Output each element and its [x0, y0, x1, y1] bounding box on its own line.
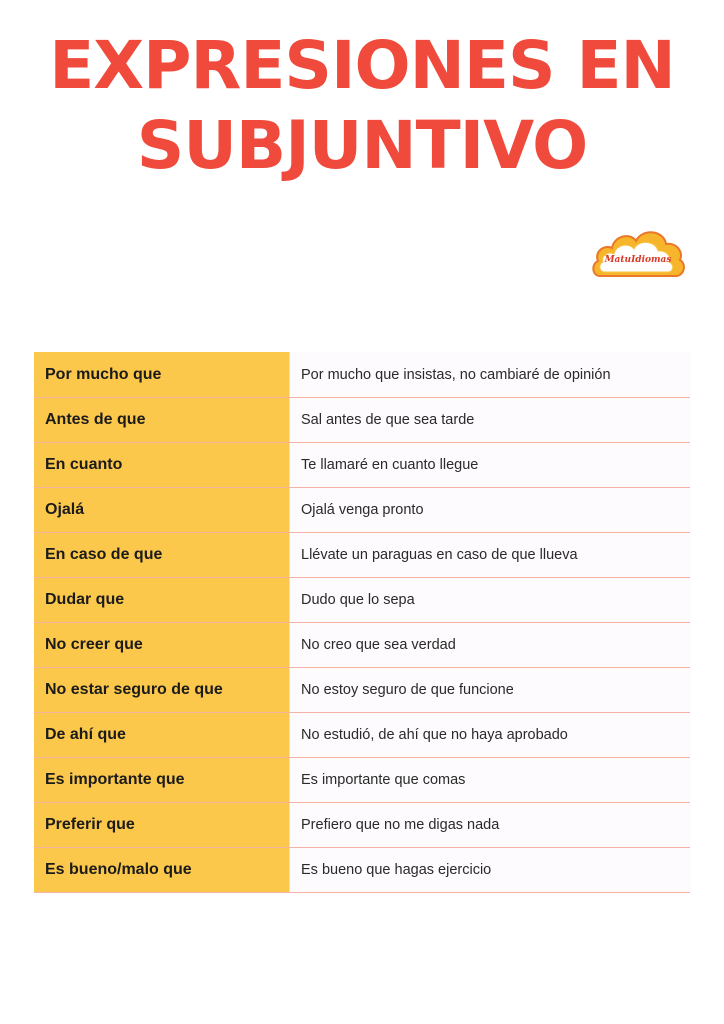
- example-cell: Por mucho que insistas, no cambiaré de opinión: [289, 352, 690, 397]
- title-line-1: EXPRESIONES EN: [49, 27, 675, 104]
- expression-cell: Antes de que: [34, 398, 289, 442]
- example-cell: No estoy seguro de que funcione: [289, 668, 690, 712]
- table-row: [34, 398, 690, 443]
- example-cell: Dudo que lo sepa: [289, 578, 690, 622]
- table-row: [34, 623, 690, 668]
- example-cell: No creo que sea verdad: [289, 623, 690, 667]
- example-cell: Sal antes de que sea tarde: [289, 398, 690, 442]
- expression-cell: Preferir que: [34, 803, 289, 847]
- expression-cell: En cuanto: [34, 443, 289, 487]
- expression-cell: Es importante que: [34, 758, 289, 802]
- table-row: [34, 352, 690, 398]
- table-row: [34, 713, 690, 758]
- table-row: [34, 533, 690, 578]
- cloud-logo-icon: [590, 226, 686, 282]
- example-cell: Llévate un paraguas en caso de que llueva: [289, 533, 690, 577]
- table-row: [34, 758, 690, 803]
- page-title: [0, 26, 724, 186]
- expression-cell: No estar seguro de que: [34, 668, 289, 712]
- table-row: [34, 488, 690, 533]
- brand-logo: [590, 226, 686, 282]
- table-row: [34, 848, 690, 893]
- example-cell: Te llamaré en cuanto llegue: [289, 443, 690, 487]
- expression-cell: Por mucho que: [34, 352, 289, 397]
- example-cell: Ojalá venga pronto: [289, 488, 690, 532]
- title-line-2: SUBJUNTIVO: [136, 107, 588, 184]
- example-cell: No estudió, de ahí que no haya aprobado: [289, 713, 690, 757]
- expression-cell: En caso de que: [34, 533, 289, 577]
- example-cell: Prefiero que no me digas nada: [289, 803, 690, 847]
- example-cell: Es importante que comas: [289, 758, 690, 802]
- expression-cell: Dudar que: [34, 578, 289, 622]
- table-row: [34, 578, 690, 623]
- example-cell: Es bueno que hagas ejercicio: [289, 848, 690, 892]
- expressions-table: [34, 352, 690, 893]
- expression-cell: Es bueno/malo que: [34, 848, 289, 892]
- table-row: [34, 668, 690, 713]
- logo-text: MatuIdiomas: [604, 255, 672, 265]
- expression-cell: Ojalá: [34, 488, 289, 532]
- expression-cell: De ahí que: [34, 713, 289, 757]
- table-row: [34, 443, 690, 488]
- expression-cell: No creer que: [34, 623, 289, 667]
- table-row: [34, 803, 690, 848]
